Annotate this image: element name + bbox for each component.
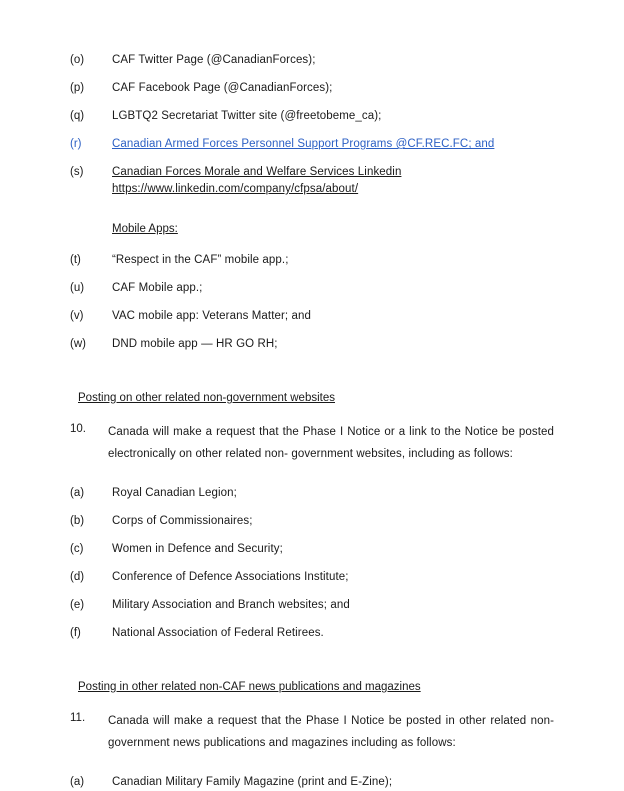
list-item-text: Royal Canadian Legion; bbox=[112, 487, 237, 499]
list-item bbox=[70, 308, 554, 325]
spacer bbox=[70, 364, 554, 390]
list-marker: (b) bbox=[70, 515, 85, 527]
list-item bbox=[70, 252, 554, 269]
list-marker: (a) bbox=[70, 487, 85, 499]
list-item-link[interactable] bbox=[70, 136, 554, 153]
list-marker: (f) bbox=[70, 627, 81, 639]
list-item bbox=[70, 336, 554, 353]
list-item bbox=[70, 280, 554, 297]
list-item bbox=[70, 80, 554, 97]
list-marker: (r) bbox=[70, 138, 82, 150]
section-10-heading: Posting on other related non-government websites bbox=[78, 392, 335, 404]
list-marker: (d) bbox=[70, 571, 85, 583]
list-marker: (u) bbox=[70, 282, 85, 294]
mobile-apps-heading: Mobile Apps: bbox=[112, 223, 178, 235]
cfmws-linkedin-url[interactable]: https://www.linkedin.com/company/cfpsa/about/ bbox=[112, 183, 359, 195]
list-marker: (e) bbox=[70, 599, 85, 611]
list-item-text: Canadian Military Family Magazine (print and E-Zine); bbox=[112, 776, 393, 788]
section-10-list bbox=[70, 485, 554, 642]
list-item-text: CAF Mobile app.; bbox=[112, 282, 203, 294]
mobile-apps-list bbox=[70, 252, 554, 353]
list-item bbox=[70, 625, 554, 642]
list-item-text-group bbox=[112, 164, 401, 198]
list-marker: (a) bbox=[70, 776, 85, 788]
list-item-text: DND mobile app — HR GO RH; bbox=[112, 338, 278, 350]
list-marker: (c) bbox=[70, 543, 84, 555]
section-11-list bbox=[70, 774, 554, 791]
list-item bbox=[70, 541, 554, 558]
list-item-text: VAC mobile app: Veterans Matter; and bbox=[112, 310, 311, 322]
list-item bbox=[70, 597, 554, 614]
list-item-text: National Association of Federal Retirees. bbox=[112, 627, 324, 639]
list-item bbox=[70, 485, 554, 502]
spacer bbox=[70, 209, 554, 221]
spacer bbox=[70, 653, 554, 679]
list-item-text: Conference of Defence Associations Institute; bbox=[112, 571, 349, 583]
list-item-text: Women in Defence and Security; bbox=[112, 543, 283, 555]
list-item-text: Military Association and Branch websites; and bbox=[112, 599, 350, 611]
section-10-paragraph bbox=[70, 421, 554, 465]
list-item-text: CAF Twitter Page (@CanadianForces); bbox=[112, 54, 316, 66]
list-item bbox=[70, 108, 554, 125]
list-item bbox=[70, 513, 554, 530]
paragraph-number: 10. bbox=[70, 423, 86, 435]
paragraph-number: 11. bbox=[70, 712, 86, 724]
list-item-text: LGBTQ2 Secretariat Twitter site (@freetobeme_ca); bbox=[112, 110, 382, 122]
list-marker: (q) bbox=[70, 110, 85, 122]
list-item bbox=[70, 569, 554, 586]
top-list bbox=[70, 52, 554, 198]
list-marker: (w) bbox=[70, 338, 86, 350]
list-item-text: Corps of Commissionaires; bbox=[112, 515, 253, 527]
list-item bbox=[70, 52, 554, 69]
paragraph-text: Canada will make a request that the Phase I Notice or a link to the Notice be posted electronically on other related non- government websites, including as follows: bbox=[108, 426, 554, 460]
list-marker: (t) bbox=[70, 254, 81, 266]
list-item-text: CAF Facebook Page (@CanadianForces); bbox=[112, 82, 333, 94]
section-11-heading: Posting in other related non-CAF news publications and magazines bbox=[78, 681, 421, 693]
list-marker: (s) bbox=[70, 166, 84, 178]
list-item-text: “Respect in the CAF” mobile app.; bbox=[112, 254, 289, 266]
list-marker: (p) bbox=[70, 82, 85, 94]
list-marker: (v) bbox=[70, 310, 84, 322]
paragraph-text: Canada will make a request that the Phase I Notice be posted in other related non-government news publications and magazines including as follows: bbox=[108, 715, 554, 749]
section-11-paragraph bbox=[70, 710, 554, 754]
list-item bbox=[70, 774, 554, 791]
list-item bbox=[70, 164, 554, 198]
cfmws-linkedin-label: Canadian Forces Morale and Welfare Services Linkedin bbox=[112, 166, 402, 178]
list-marker: (o) bbox=[70, 54, 85, 66]
psp-program-link[interactable]: Canadian Armed Forces Personnel Support Programs @CF.REC.FC; and bbox=[112, 138, 495, 150]
